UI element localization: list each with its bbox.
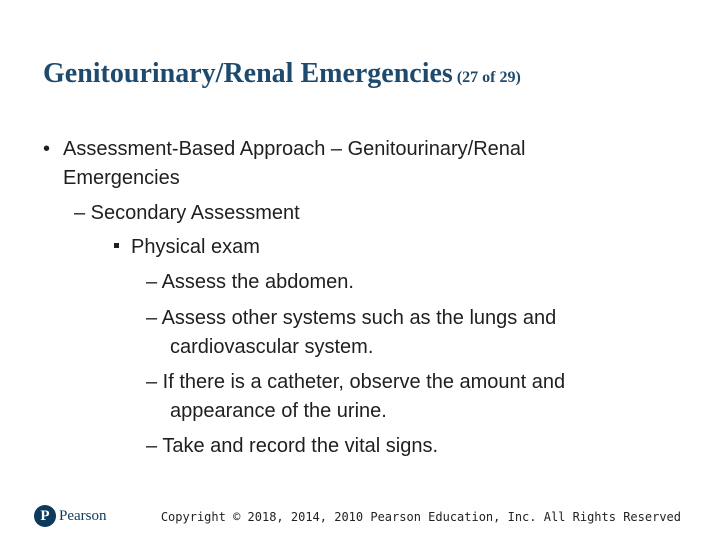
bullet-level4-item4: – Take and record the vital signs. bbox=[146, 435, 439, 457]
bullet-level4-item2-line2: cardiovascular system. bbox=[170, 336, 374, 358]
bullet-level4-item3-line1: – If there is a catheter, observe the amount and bbox=[146, 371, 566, 393]
bullet-level4-item1: – Assess the abdomen. bbox=[146, 271, 354, 293]
copyright-notice: Copyright © 2018, 2014, 2010 Pearson Education, Inc. All Rights Reserved bbox=[160, 510, 681, 524]
square-bullet-icon bbox=[114, 243, 119, 248]
pearson-logo-icon: P bbox=[34, 505, 56, 527]
bullet-level2: – Secondary Assessment bbox=[74, 202, 300, 224]
bullet-level1-line2: Emergencies bbox=[63, 167, 180, 189]
pearson-logo bbox=[34, 505, 107, 527]
bullet-level3 bbox=[114, 234, 260, 260]
bullet-level4-item2-line1: – Assess other systems such as the lungs and bbox=[146, 307, 557, 329]
slide-counter: (27 of 29) bbox=[456, 69, 521, 86]
bullet-level3-text: Physical exam bbox=[131, 236, 260, 258]
pearson-logo-wordmark: Pearson bbox=[59, 507, 107, 524]
bullet-marker: • bbox=[43, 138, 51, 160]
slide-title-text: Genitourinary/Renal Emergencies bbox=[43, 58, 453, 89]
bullet-level1-line1: Assessment-Based Approach – Genitourinary/Renal bbox=[63, 138, 526, 160]
bullet-level4-item3-line2: appearance of the urine. bbox=[170, 400, 387, 422]
slide-title bbox=[43, 58, 521, 90]
